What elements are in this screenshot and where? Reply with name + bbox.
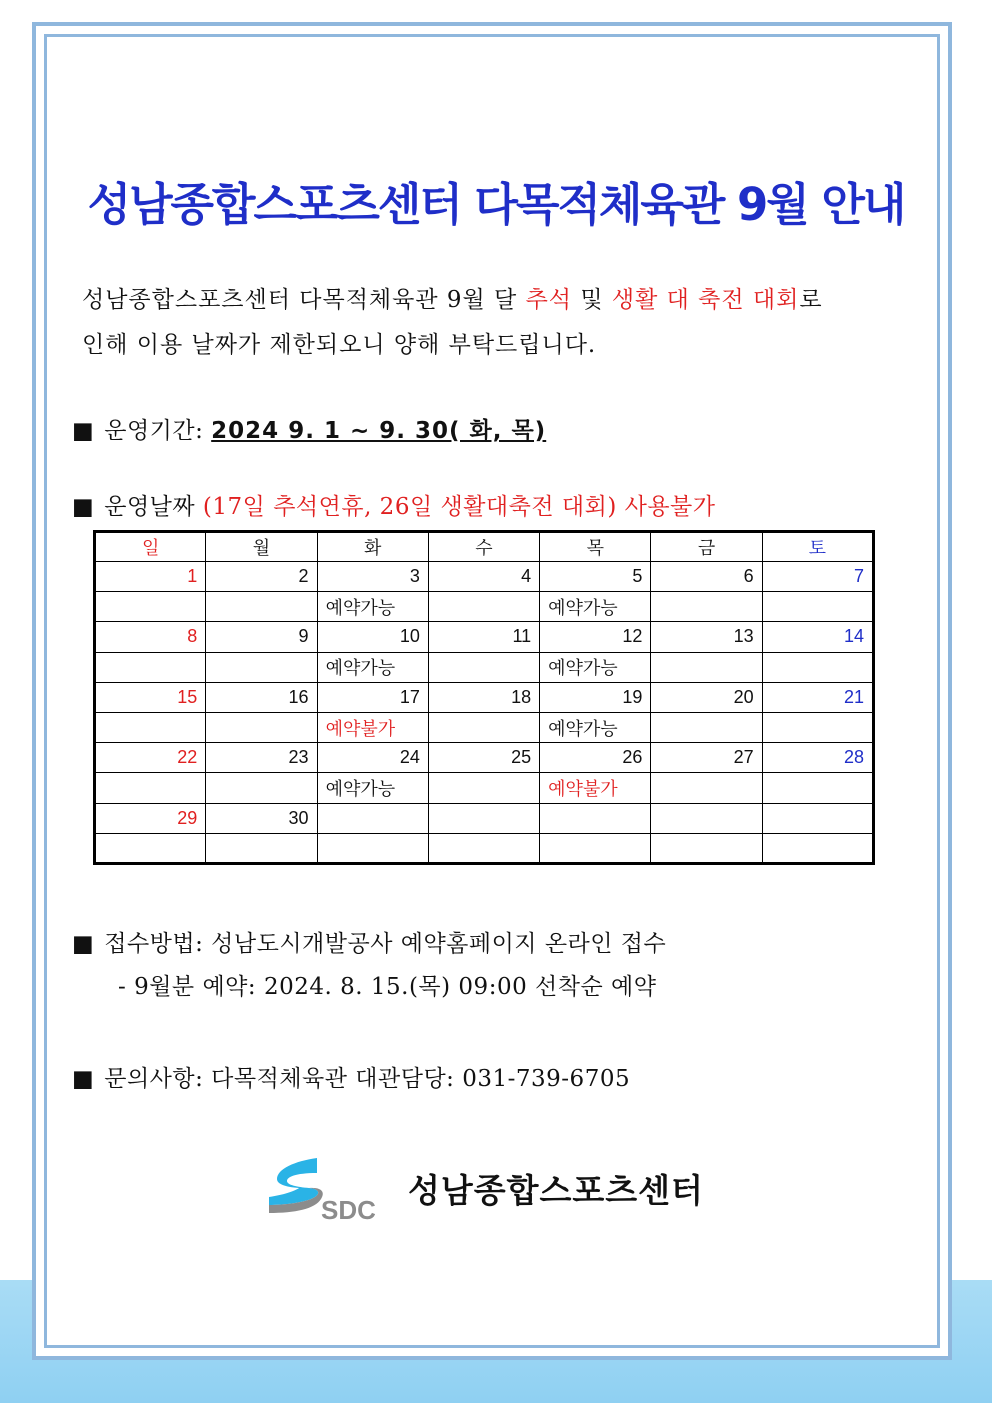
- date-cell: 1: [95, 562, 206, 592]
- note-cell: [762, 712, 873, 742]
- intro-highlight-festival: 생활 대 축전 대회: [611, 287, 800, 313]
- note-cell: [317, 833, 428, 863]
- note-cell: [95, 773, 206, 803]
- note-cell: [95, 652, 206, 682]
- calendar-date-row: [95, 682, 874, 712]
- period-label: 운영기간:: [104, 418, 212, 444]
- calendar-note-row: [95, 712, 874, 742]
- note-cell: [651, 592, 762, 622]
- note-cell: [206, 773, 317, 803]
- note-cell: [651, 773, 762, 803]
- weekday-header: 화: [317, 532, 428, 562]
- note-cell: [651, 833, 762, 863]
- date-cell: 18: [428, 682, 539, 712]
- intro-text: 로: [799, 287, 823, 313]
- date-cell: 6: [651, 562, 762, 592]
- note-cell: 예약가능: [540, 712, 651, 742]
- note-cell: [95, 833, 206, 863]
- days-note: (17일 추석연휴, 26일 생활대축전 대회) 사용불가: [202, 494, 716, 520]
- weekday-header: 수: [428, 532, 539, 562]
- reception-method: [72, 925, 666, 958]
- note-cell: [95, 592, 206, 622]
- date-cell: 22: [95, 743, 206, 773]
- operating-days: [72, 488, 715, 521]
- inquiry: [72, 1060, 630, 1093]
- date-cell: 13: [651, 622, 762, 652]
- note-cell: [428, 652, 539, 682]
- intro-highlight-chuseok: 추석: [525, 287, 573, 313]
- weekday-header: 토: [762, 532, 873, 562]
- svg-text:SDC: SDC: [321, 1195, 375, 1225]
- date-cell: 12: [540, 622, 651, 652]
- calendar-note-row: [95, 773, 874, 803]
- bullet-square-icon: ■: [72, 418, 95, 444]
- intro-paragraph: [82, 278, 912, 368]
- date-cell: [651, 803, 762, 833]
- date-cell: 27: [651, 743, 762, 773]
- inquiry-text: 문의사항: 다목적체육관 대관담당: 031-739-6705: [104, 1066, 631, 1092]
- note-cell: [428, 592, 539, 622]
- date-cell: 28: [762, 743, 873, 773]
- reception-text: 접수방법: 성남도시개발공사 예약홈페이지 온라인 접수: [104, 931, 667, 957]
- calendar-note-row: [95, 833, 874, 863]
- date-cell: [428, 803, 539, 833]
- note-cell: 예약가능: [317, 773, 428, 803]
- note-cell-unavailable: 예약불가: [317, 712, 428, 742]
- sdc-logo-icon: [265, 1155, 375, 1225]
- logo-organization-name: 성남종합스포츠센터: [408, 1171, 704, 1210]
- note-cell: 예약가능: [540, 652, 651, 682]
- note-cell: [762, 592, 873, 622]
- calendar-date-row: [95, 743, 874, 773]
- note-cell: [206, 652, 317, 682]
- note-cell: [206, 833, 317, 863]
- calendar-note-row: [95, 592, 874, 622]
- note-cell: 예약가능: [540, 592, 651, 622]
- date-cell: 3: [317, 562, 428, 592]
- calendar-date-row: [95, 803, 874, 833]
- note-cell: [206, 592, 317, 622]
- calendar-date-row: [95, 562, 874, 592]
- date-cell: 8: [95, 622, 206, 652]
- reservation-schedule: - 9월분 예약: 2024. 8. 15.(목) 09:00 선착순 예약: [118, 974, 657, 1000]
- note-cell: [206, 712, 317, 742]
- note-cell: [762, 833, 873, 863]
- weekday-header: 목: [540, 532, 651, 562]
- days-label: 운영날짜: [104, 494, 203, 520]
- date-cell: 16: [206, 682, 317, 712]
- date-cell: 15: [95, 682, 206, 712]
- weekday-header: 월: [206, 532, 317, 562]
- period-value: 2024 9. 1 ~ 9. 30( 화, 목): [211, 418, 547, 444]
- date-cell: 17: [317, 682, 428, 712]
- date-cell: 10: [317, 622, 428, 652]
- bullet-square-icon: ■: [72, 1066, 95, 1092]
- calendar-note-row: [95, 652, 874, 682]
- intro-line-1: [82, 278, 912, 323]
- calendar-table: [93, 530, 875, 865]
- calendar-date-row: [95, 622, 874, 652]
- date-cell: 5: [540, 562, 651, 592]
- date-cell: [762, 803, 873, 833]
- note-cell: [95, 712, 206, 742]
- date-cell: 4: [428, 562, 539, 592]
- bullet-square-icon: ■: [72, 931, 95, 957]
- note-cell-unavailable: 예약불가: [540, 773, 651, 803]
- intro-text: 성남종합스포츠센터 다목적체육관 9월 달: [82, 287, 526, 313]
- date-cell: 9: [206, 622, 317, 652]
- date-cell: 7: [762, 562, 873, 592]
- date-cell: 24: [317, 743, 428, 773]
- note-cell: [651, 652, 762, 682]
- date-cell: 23: [206, 743, 317, 773]
- note-cell: 예약가능: [317, 592, 428, 622]
- note-cell: [428, 773, 539, 803]
- weekday-header: 금: [651, 532, 762, 562]
- date-cell: 14: [762, 622, 873, 652]
- date-cell: 19: [540, 682, 651, 712]
- note-cell: 예약가능: [317, 652, 428, 682]
- date-cell: [540, 803, 651, 833]
- note-cell: [651, 712, 762, 742]
- date-cell: 11: [428, 622, 539, 652]
- date-cell: 26: [540, 743, 651, 773]
- bullet-square-icon: ■: [72, 494, 95, 520]
- date-cell: 30: [206, 803, 317, 833]
- operating-period: [72, 412, 546, 445]
- intro-line-2: 인해 이용 날짜가 제한되오니 양해 부탁드립니다.: [82, 332, 597, 358]
- page-title: 성남종합스포츠센터 다목적체육관 9월 안내: [87, 178, 905, 231]
- date-cell: [317, 803, 428, 833]
- intro-text: 및: [572, 287, 612, 313]
- date-cell: 20: [651, 682, 762, 712]
- note-cell: [540, 833, 651, 863]
- calendar-header-row: [95, 532, 874, 562]
- date-cell: 2: [206, 562, 317, 592]
- note-cell: [762, 773, 873, 803]
- date-cell: 21: [762, 682, 873, 712]
- date-cell: 25: [428, 743, 539, 773]
- note-cell: [762, 652, 873, 682]
- weekday-header: 일: [95, 532, 206, 562]
- note-cell: [428, 833, 539, 863]
- date-cell: 29: [95, 803, 206, 833]
- note-cell: [428, 712, 539, 742]
